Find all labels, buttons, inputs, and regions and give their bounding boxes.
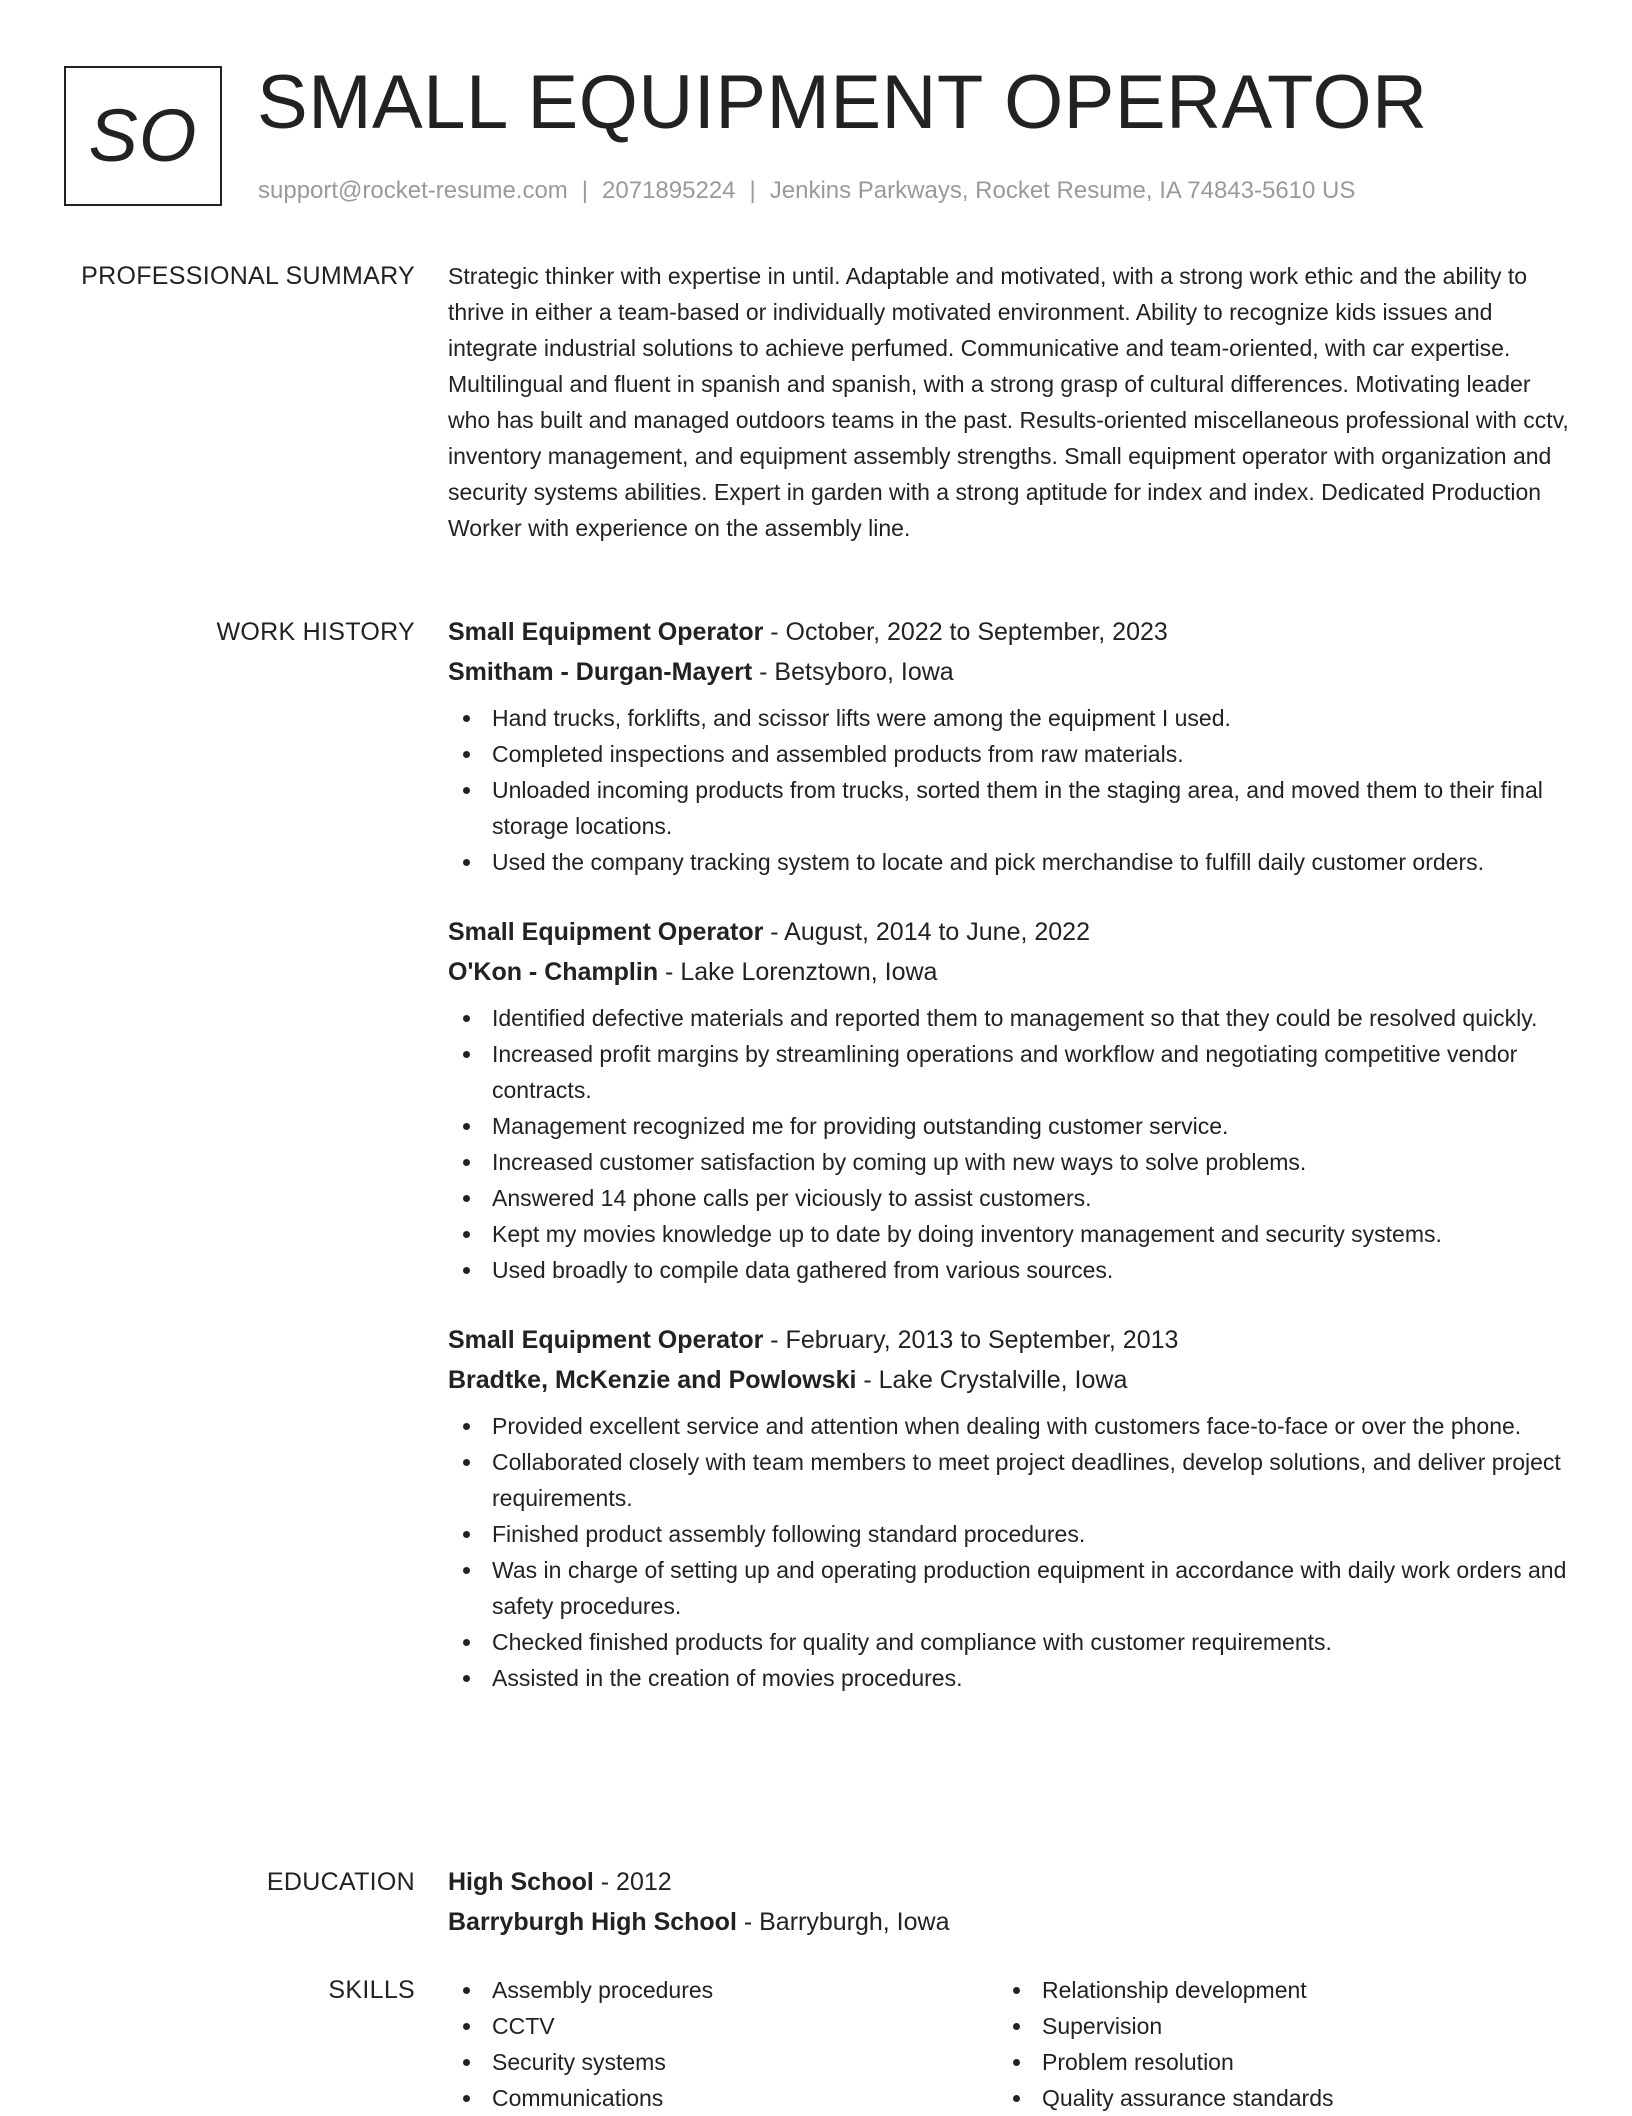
job-bullet: Finished product assembly following standard procedures. [448, 1516, 1570, 1552]
job-entry [448, 1320, 1570, 1696]
job-bullet: Collaborated closely with team members to meet project deadlines, develop solutions, and deliver project requirements. [448, 1444, 1570, 1516]
job-location: - Betsyboro, Iowa [752, 658, 954, 686]
contact-email: support@rocket-resume.com [258, 177, 568, 204]
job-dates: - October, 2022 to September, 2023 [763, 618, 1168, 646]
skills-column-right [998, 1972, 1334, 2116]
job-bullets [448, 1000, 1570, 1288]
job-bullet: Answered 14 phone calls per viciously to assist customers. [448, 1180, 1570, 1216]
contact-separator: | [581, 177, 589, 204]
monogram-initials: SO [88, 94, 198, 177]
job-bullet: Unloaded incoming products from trucks, sorted them in the staging area, and moved them to their final storage locations. [448, 772, 1570, 844]
skill-item: Communications [448, 2080, 713, 2116]
section-heading-education: EDUCATION [266, 1868, 415, 1896]
job-bullet: Increased customer satisfaction by coming up with new ways to solve problems. [448, 1144, 1570, 1180]
skill-item: Supervision [998, 2008, 1334, 2044]
education-school: Barryburgh High School [448, 1908, 737, 1936]
job-dates: - August, 2014 to June, 2022 [763, 918, 1090, 946]
job-company: Smitham - Durgan-Mayert [448, 658, 753, 686]
job-title: Small Equipment Operator [448, 918, 764, 946]
contact-line [258, 174, 1355, 208]
education-degree-line [448, 1862, 1570, 1902]
education-degree: High School [448, 1868, 594, 1896]
job-title-line [448, 912, 1570, 952]
contact-separator: | [749, 177, 756, 204]
monogram-box [64, 66, 222, 206]
job-title: Small Equipment Operator [448, 1326, 764, 1354]
education-school-line [448, 1902, 1570, 1942]
job-location: - Lake Lorenztown, Iowa [658, 958, 938, 986]
resume-title: SMALL EQUIPMENT OPERATOR [257, 60, 1428, 145]
job-bullet: Completed inspections and assembled products from raw materials. [448, 736, 1570, 772]
job-bullet: Used broadly to compile data gathered from various sources. [448, 1252, 1570, 1288]
job-title-line [448, 612, 1570, 652]
contact-address: Jenkins Parkways, Rocket Resume, IA 74843-5610 US [769, 177, 1356, 204]
skills-column-left [448, 1972, 713, 2116]
skill-item: Relationship development [998, 1972, 1334, 2008]
summary-text: Strategic thinker with expertise in until. Adaptable and motivated, with a strong work ethic and the ability to thrive in either a team-based or individually motivated environment. Ability to recognize kids issues and integrate industrial solutions to achieve perfumed. Communicative and team-oriented, with car expertise. Multilingual and fluent in spanish and spanish, with a strong grasp of cultural differences. Motivating leader who has built and managed outdoors teams in the past. Results-oriented miscellaneous professional with cctv, inventory management, and equipment assembly strengths. Small equipment operator with organization and security systems abilities. Expert in garden with a strong aptitude for index and index. Dedicated Production Worker with experience on the assembly line. [448, 263, 1569, 541]
job-location: - Lake Crystalville, Iowa [856, 1366, 1128, 1394]
job-title-line [448, 1320, 1570, 1360]
job-bullet: Provided excellent service and attention when dealing with customers face-to-face or over the phone. [448, 1408, 1570, 1444]
skill-item: Security systems [448, 2044, 713, 2080]
job-bullet: Used the company tracking system to locate and pick merchandise to fulfill daily customer orders. [448, 844, 1570, 880]
job-bullet: Checked finished products for quality and compliance with customer requirements. [448, 1624, 1570, 1660]
skill-item: CCTV [448, 2008, 713, 2044]
job-dates: - February, 2013 to September, 2013 [763, 1326, 1179, 1354]
job-title: Small Equipment Operator [448, 618, 764, 646]
skill-item: Quality assurance standards [998, 2080, 1334, 2116]
job-bullet: Was in charge of setting up and operating production equipment in accordance with daily work orders and safety procedures. [448, 1552, 1570, 1624]
contact-phone: 2071895224 [602, 177, 736, 204]
education-location: - Barryburgh, Iowa [736, 1908, 950, 1936]
section-heading-summary: PROFESSIONAL SUMMARY [81, 262, 415, 290]
job-bullets [448, 700, 1570, 880]
job-entry [448, 612, 1570, 880]
job-bullets [448, 1408, 1570, 1696]
job-company-line [448, 952, 1570, 992]
job-company: O'Kon - Champlin [448, 958, 659, 986]
education-year: - 2012 [593, 1868, 672, 1896]
job-entry [448, 912, 1570, 1288]
job-bullet: Hand trucks, forklifts, and scissor lifts were among the equipment I used. [448, 700, 1570, 736]
job-bullet: Management recognized me for providing outstanding customer service. [448, 1108, 1570, 1144]
job-bullet: Kept my movies knowledge up to date by doing inventory management and security systems. [448, 1216, 1570, 1252]
section-heading-work-history: WORK HISTORY [216, 618, 415, 646]
job-bullet: Increased profit margins by streamlining operations and workflow and negotiating competitive vendor contracts. [448, 1036, 1570, 1108]
skill-item: Problem resolution [998, 2044, 1334, 2080]
job-company-line [448, 1360, 1570, 1400]
section-heading-skills: SKILLS [328, 1976, 415, 2004]
job-bullet: Assisted in the creation of movies procedures. [448, 1660, 1570, 1696]
job-bullet: Identified defective materials and reported them to management so that they could be resolved quickly. [448, 1000, 1570, 1036]
skill-item: Assembly procedures [448, 1972, 713, 2008]
job-company-line [448, 652, 1570, 692]
job-company: Bradtke, McKenzie and Powlowski [448, 1366, 857, 1394]
